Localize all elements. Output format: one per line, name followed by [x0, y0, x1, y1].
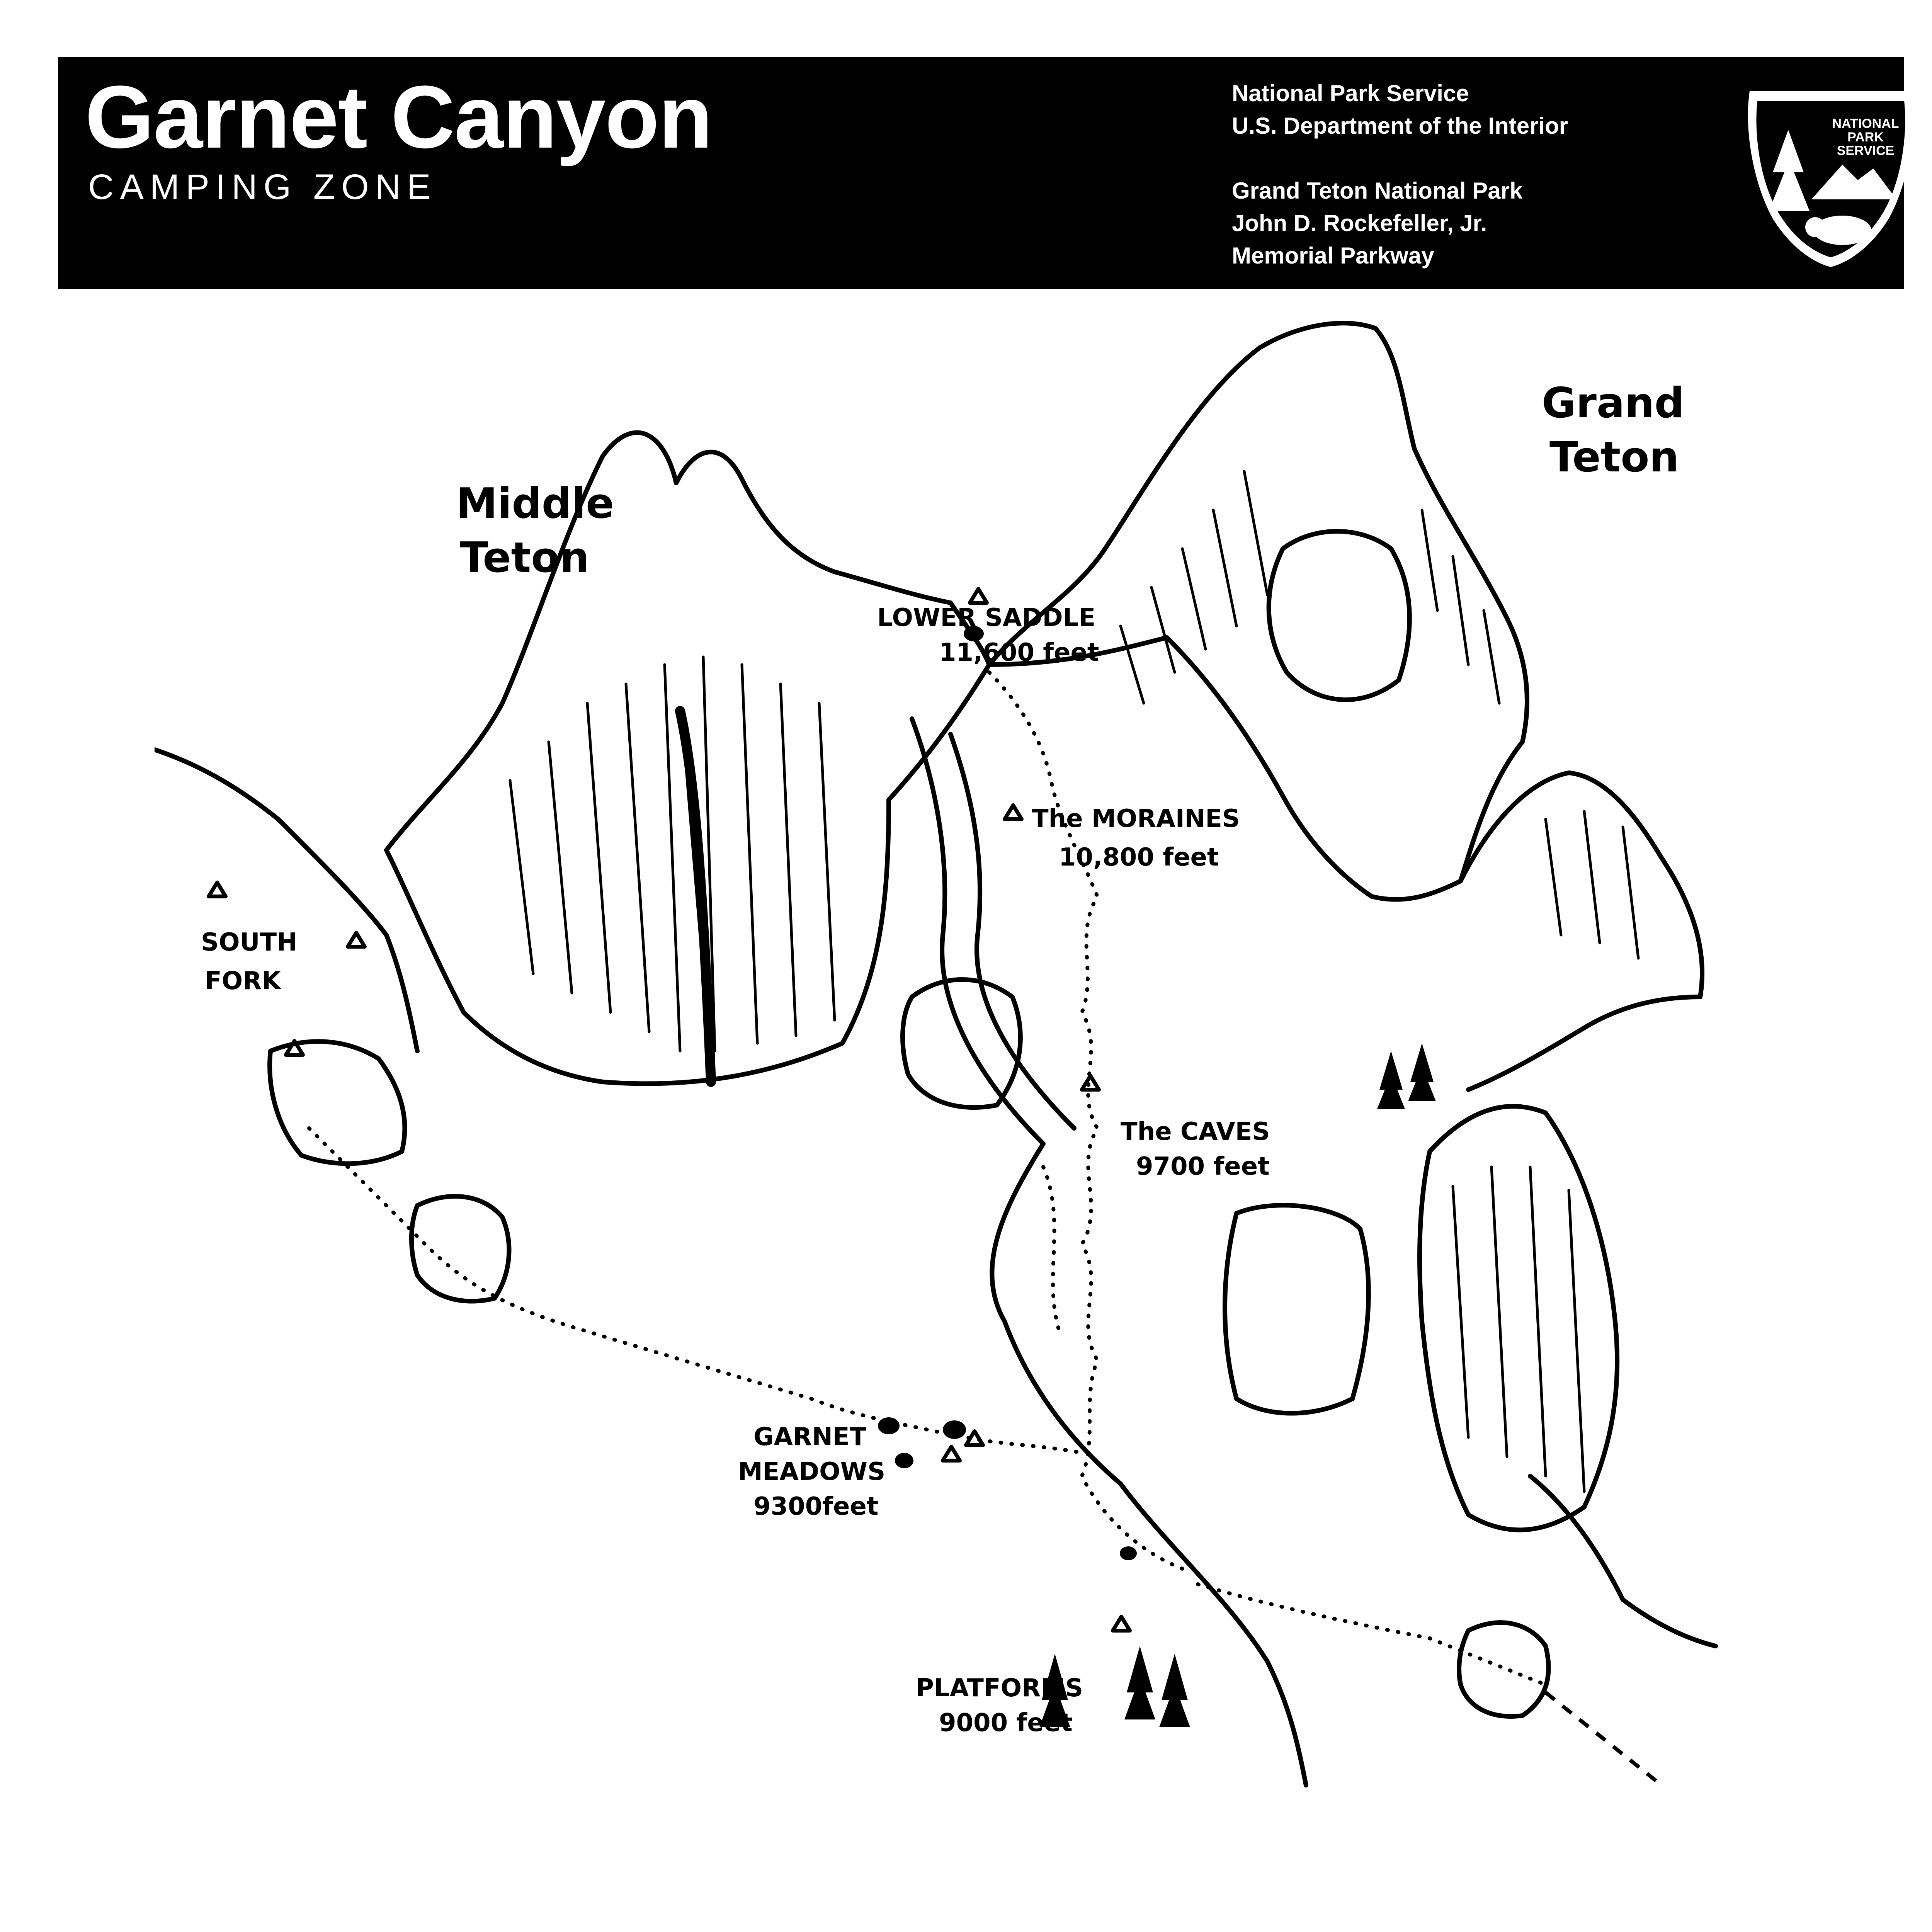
agency-block — [1232, 77, 1568, 272]
label-lower-saddle: LOWER SADDLE — [877, 604, 1096, 632]
boulder-icon — [943, 1420, 966, 1439]
pine-tree-icon — [1377, 1051, 1405, 1109]
nps-arrowhead-icon — [1742, 83, 1920, 269]
east-cliff-outline — [1420, 1106, 1617, 1530]
rock-slab-outline — [1225, 1205, 1369, 1413]
boulder-icon — [878, 1417, 900, 1434]
label-grand-teton: Teton — [1549, 433, 1679, 481]
page-subtitle: CAMPING ZONE — [88, 167, 437, 207]
pine-tree-icon — [1159, 1654, 1190, 1727]
boulder-icon — [1120, 1546, 1137, 1560]
agency-line: Memorial Parkway — [1232, 243, 1434, 269]
emblem-text: NATIONAL — [1832, 116, 1899, 131]
agency-spacer — [1232, 142, 1568, 175]
pine-tree-icon — [1124, 1646, 1155, 1719]
camp-triangle-icon — [1082, 1076, 1099, 1090]
label-caves: 9700 feet — [1136, 1152, 1270, 1181]
agency-line: John D. Rockefeller, Jr. — [1232, 210, 1487, 236]
label-caves: The CAVES — [1121, 1117, 1270, 1146]
agency-line: Grand Teton National Park — [1232, 178, 1523, 204]
pine-tree-icon — [1408, 1043, 1436, 1101]
dashed-trail — [1546, 1692, 1662, 1785]
label-garnet-meadows: 9300feet — [753, 1492, 879, 1521]
header-band — [58, 57, 1904, 289]
label-moraines: The MORAINES — [1032, 804, 1240, 833]
dotted-trail — [1043, 1167, 1059, 1329]
label-garnet-meadows: GARNET — [753, 1423, 867, 1451]
central-boulder — [903, 980, 1020, 1107]
agency-line: U.S. Department of the Interior — [1232, 113, 1568, 139]
boulder-icon — [895, 1453, 913, 1468]
label-grand-teton: Grand — [1542, 379, 1684, 427]
label-south-fork: SOUTH — [201, 928, 298, 957]
label-moraines: 10,800 feet — [1059, 843, 1219, 872]
label-garnet-meadows: MEADOWS — [738, 1458, 886, 1486]
creek — [912, 719, 1306, 1785]
camp-triangle-icon — [1005, 805, 1022, 819]
east-ridge-outline — [1461, 773, 1702, 1090]
label-south-fork: FORK — [205, 967, 281, 995]
label-platforms: 9000 feet — [939, 1709, 1073, 1737]
south-fork-cliff — [270, 1041, 405, 1163]
camp-triangle-icon — [209, 883, 226, 896]
lower-left-hill — [412, 1196, 509, 1301]
camp-triangle-icon — [970, 589, 987, 603]
garnet-canyon-map — [155, 317, 1855, 1862]
camp-triangle-icon — [943, 1447, 960, 1461]
camp-triangle-icon — [966, 1431, 983, 1445]
label-middle-teton: Middle — [456, 480, 614, 528]
emblem-text: PARK — [1847, 130, 1884, 145]
south-fork-ridge — [155, 750, 417, 1051]
lower-valley — [1530, 1476, 1716, 1646]
dotted-trail — [309, 1128, 1082, 1453]
label-platforms: PLATFORMS — [916, 1674, 1083, 1702]
label-lower-saddle: 11,600 feet — [939, 638, 1099, 667]
emblem-text: SERVICE — [1837, 143, 1895, 158]
glacier-outline — [1269, 531, 1410, 700]
camp-triangle-icon — [1113, 1617, 1130, 1631]
right-boulder — [1459, 1622, 1548, 1716]
label-middle-teton: Teton — [460, 534, 590, 582]
agency-line: National Park Service — [1232, 80, 1469, 106]
camp-triangle-icon — [348, 933, 365, 947]
page-title: Garnet Canyon — [85, 67, 712, 167]
